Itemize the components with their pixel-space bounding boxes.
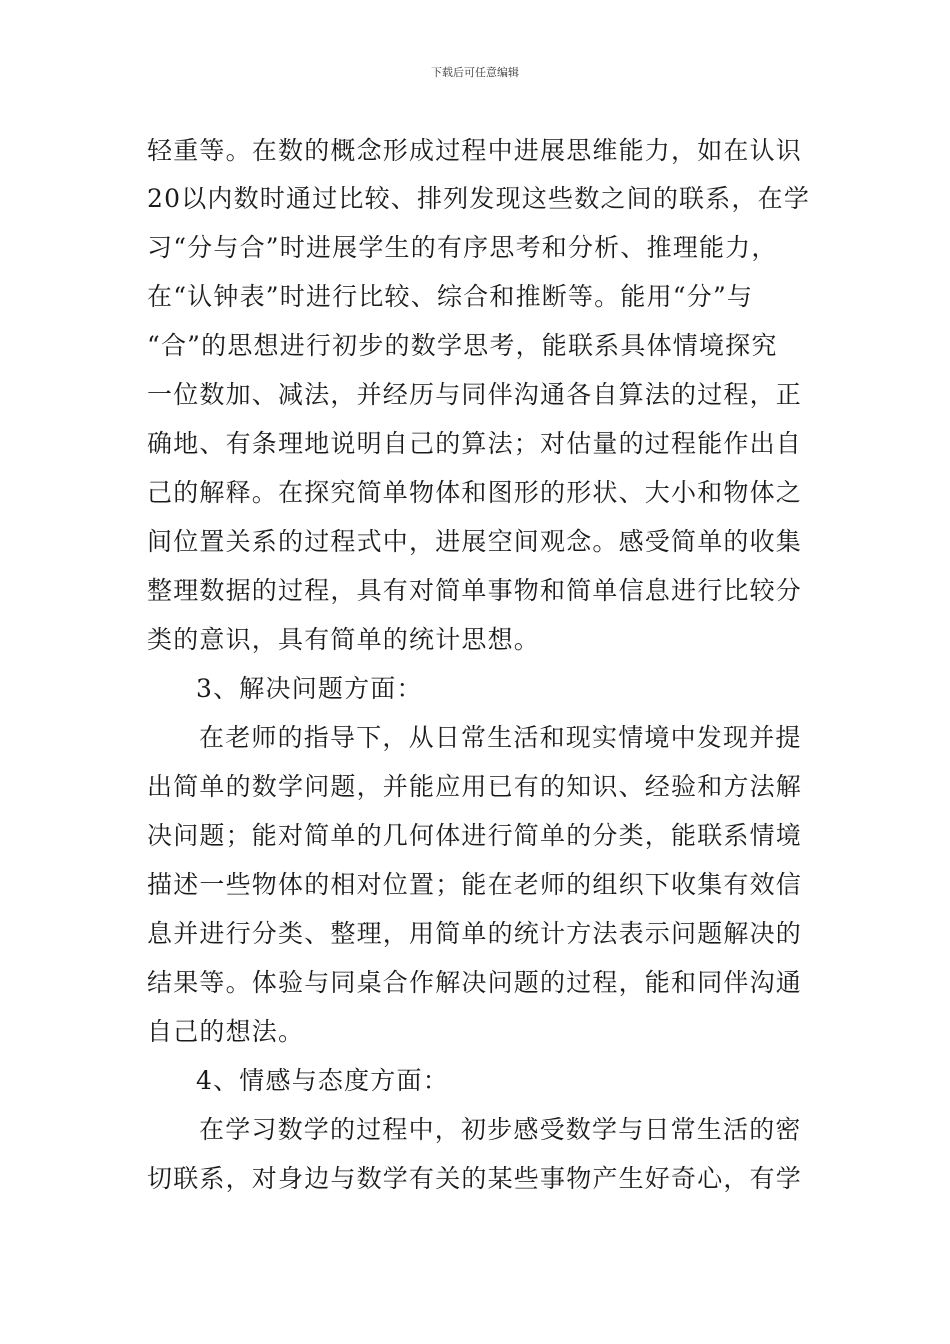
page-header-note: 下载后可任意编辑 [431,66,519,79]
paragraph-line: 习“分与合”时进展学生的有序思考和分析、推理能力， [147,233,778,262]
paragraph-line: 在“认钟表”时进行比较、综合和推断等。能用“分”与 [147,282,754,311]
paragraph-line: 描述一些物体的相对位置；能在老师的组织下收集有效信 [147,870,803,899]
paragraph-line: 自己的想法。 [147,1017,305,1046]
paragraph-line: “合”的思想进行初步的数学思考，能联系具体情境探究 [147,331,778,360]
paragraph-line: 在学习数学的过程中，初步感受数学与日常生活的密 [199,1115,802,1144]
paragraph-line: 切联系，对身边与数学有关的某些事物产生好奇心，有学 [147,1164,803,1193]
paragraph-line: 一位数加、减法，并经历与同伴沟通各自算法的过程，正 [147,380,803,409]
paragraph-line: 息并进行分类、整理，用简单的统计方法表示问题解决的 [147,919,803,948]
section-heading-problem-solving: 3、解决问题方面： [196,674,423,703]
paragraph-line: 在老师的指导下，从日常生活和现实情境中发现并提 [199,723,802,752]
paragraph-line: 类的意识，具有简单的统计思想。 [147,625,541,654]
paragraph-line: 轻重等。在数的概念形成过程中进展思维能力，如在认识 [147,136,803,165]
paragraph-line: 己的解释。在探究简单物体和图形的形状、大小和物体之 [147,478,803,507]
paragraph-line: 出简单的数学问题，并能应用已有的知识、经验和方法解 [147,772,803,801]
paragraph-line: 结果等。体验与同桌合作解决问题的过程，能和同伴沟通 [147,968,803,997]
paragraph-line: 决问题；能对简单的几何体进行简单的分类，能联系情境 [147,821,803,850]
paragraph-line: 间位置关系的过程式中，进展空间观念。感受简单的收集 [147,527,803,556]
section-heading-emotion-attitude: 4、情感与态度方面： [196,1066,449,1095]
paragraph-line: 20以内数时通过比较、排列发现这些数之间的联系，在学 [147,184,811,213]
paragraph-line: 确地、有条理地说明自己的算法；对估量的过程能作出自 [147,429,803,458]
paragraph-line: 整理数据的过程，具有对简单事物和简单信息进行比较分 [147,576,803,605]
